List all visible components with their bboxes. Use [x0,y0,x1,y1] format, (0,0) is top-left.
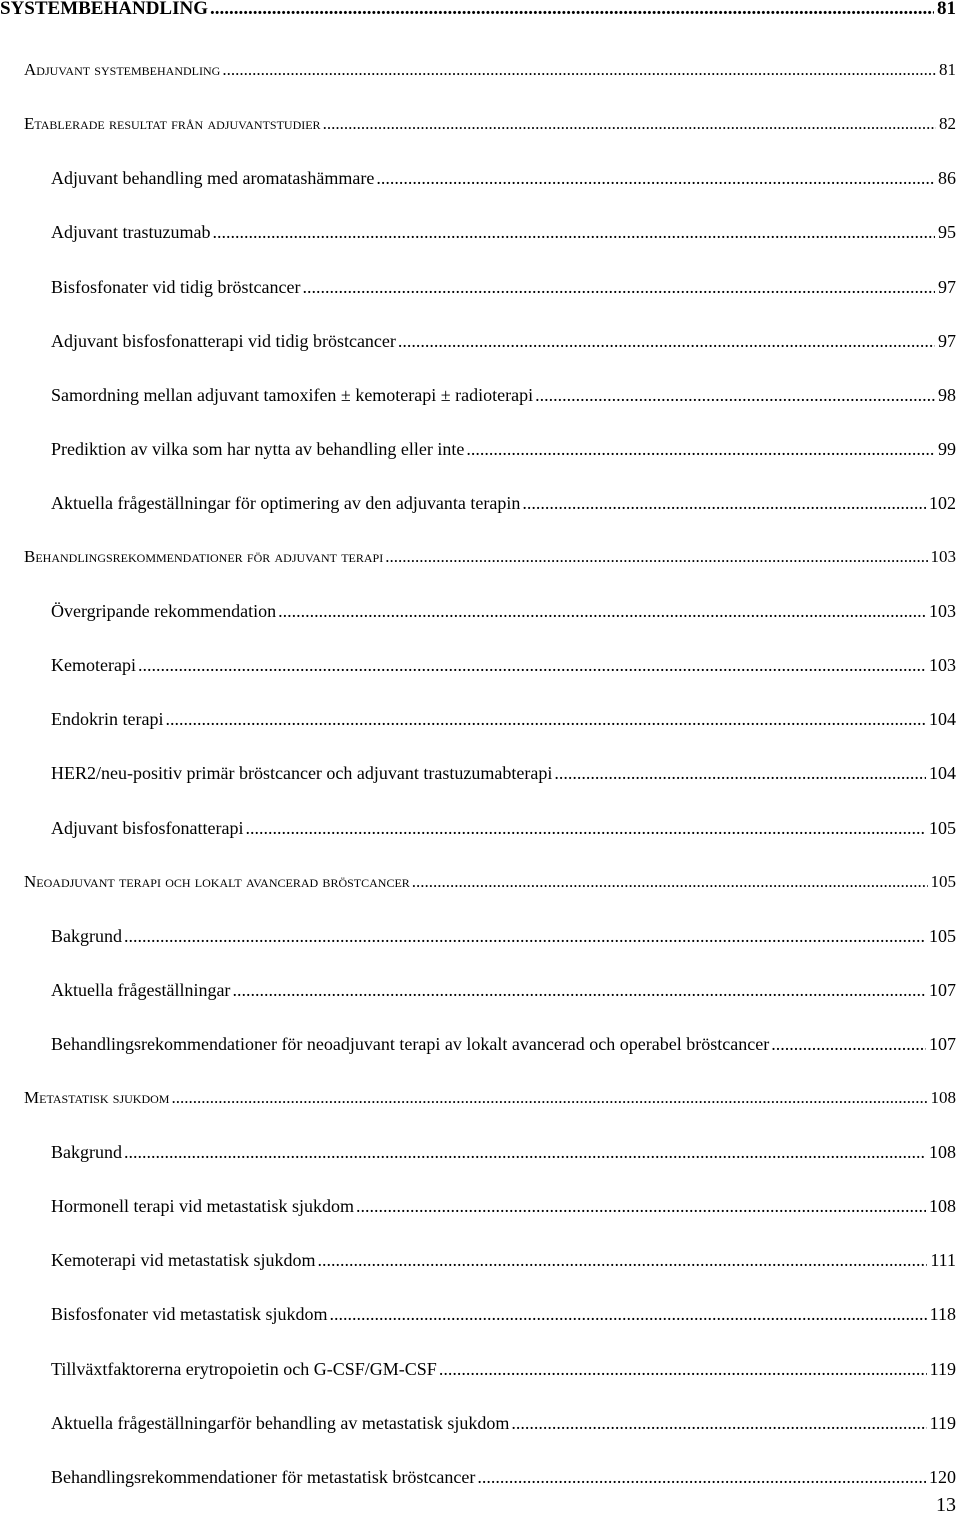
toc-dot-leader [376,168,935,189]
toc-entry-title: Adjuvant behandling med aromatashämmare [51,168,375,189]
toc-dot-leader [210,0,934,20]
toc-dot-leader [466,439,935,460]
toc-dot-leader [329,1304,926,1325]
toc-entry[interactable] [51,385,956,406]
toc-entry[interactable] [51,601,956,622]
toc-entry[interactable] [51,709,956,730]
toc-entry[interactable] [24,60,956,80]
toc-entry[interactable] [24,872,956,892]
toc-entry-title: Behandlingsrekommendationer för metastatisk bröstcancer [51,1466,476,1487]
toc-entry-title: Bakgrund [51,1142,122,1163]
toc-entry-title: Adjuvant bisfosfonatterapi [51,817,244,838]
toc-entry[interactable] [0,0,956,20]
toc-entry[interactable] [51,926,956,947]
toc-entry[interactable] [51,818,956,839]
toc-entry[interactable] [51,439,956,460]
toc-entry-page: 95 [938,222,956,243]
toc-entry[interactable] [51,222,956,243]
toc-entry[interactable] [51,1304,956,1325]
toc-entry-page: 98 [938,384,956,405]
toc-entry-title: Bisfosfonater vid metastatisk sjukdom [51,1304,328,1325]
toc-entry-page: 104 [929,709,956,730]
page-number: 13 [936,1494,956,1516]
toc-dot-leader [356,1196,926,1217]
toc-entry-page: 119 [929,1412,956,1433]
toc-dot-leader [439,1359,927,1380]
toc-entry-title: Tillväxtfaktorerna erytropoietin och G-CSF/GM-CSF [51,1358,437,1379]
toc-entry-title: Aktuella frågeställningarför behandling av metastatisk sjukdom [51,1412,510,1433]
toc-entry-title: Aktuella frågeställningar för optimering av den adjuvanta terapin [51,492,521,513]
toc-entry-title: Adjuvant trastuzumab [51,222,211,243]
toc-entry-page: 111 [930,1250,956,1271]
toc-entry-title: Hormonell terapi vid metastatisk sjukdom [51,1196,354,1217]
toc-entry[interactable] [51,277,956,298]
toc-dot-leader [245,818,926,839]
toc-entry-page: 120 [929,1466,956,1487]
toc-entry[interactable] [51,331,956,352]
toc-entry-title: Bisfosfonater vid tidig bröstcancer [51,276,301,297]
toc-entry-title: Behandlingsrekommendationer för neoadjuvant terapi av lokalt avancerad och operabel bröstcancer [51,1033,770,1054]
toc-entry[interactable] [24,547,956,567]
toc-entry-page: 118 [929,1304,956,1325]
toc-dot-leader [124,1142,926,1163]
toc-entry-page: 81 [937,0,956,19]
toc-entry-title: Kemoterapi [51,655,136,676]
toc-entry[interactable] [51,493,956,514]
toc-entry-page: 108 [929,1142,956,1163]
toc-entry-title: Aktuella frågeställningar [51,979,231,1000]
toc-dot-leader [138,655,926,676]
toc-entry-page: 104 [929,763,956,784]
toc-entry[interactable] [51,1142,956,1163]
toc-entry-page: 103 [929,655,956,676]
toc-entry[interactable] [24,114,956,134]
toc-entry-page: 82 [939,114,956,134]
toc-dot-leader [278,601,926,622]
toc-entry-page: 105 [929,817,956,838]
toc-entry-title: Samordning mellan adjuvant tamoxifen ± kemoterapi ± radioterapi [51,384,534,405]
toc-entry-page: 105 [930,871,956,891]
toc-dot-leader [511,1413,926,1434]
toc-entry[interactable] [51,168,956,189]
toc-entry-title: SYSTEMBEHANDLING [0,0,208,19]
toc-entry-page: 81 [939,60,956,80]
toc-entry-title: Övergripande rekommendation [51,601,277,622]
toc-entry-page: 107 [929,1033,956,1054]
toc-entry-title: Adjuvant systembehandling [24,60,221,80]
toc-entry-title: Bakgrund [51,925,122,946]
toc-entry-title: Etablerade resultat från adjuvantstudier [24,114,321,134]
toc-entry-title: Neoadjuvant terapi och lokalt avancerad bröstcancer [24,871,410,891]
toc-dot-leader [317,1250,927,1271]
toc-entry-page: 99 [938,438,956,459]
toc-dot-leader [385,547,927,567]
toc-entry-page: 103 [930,547,956,566]
toc-entry-page: 97 [938,330,956,351]
toc-dot-leader [323,114,936,134]
toc-entry[interactable] [51,1034,956,1055]
toc-dot-leader [522,493,926,514]
toc-entry-title: Endokrin terapi [51,709,164,730]
toc-entry[interactable] [51,980,956,1001]
toc-entry-title: Metastatisk sjukdom [24,1088,170,1107]
toc-entry-page: 97 [938,276,956,297]
toc-dot-leader [535,385,935,406]
toc-dot-leader [171,1088,927,1108]
toc-entry-page: 108 [929,1196,956,1217]
toc-entry-page: 105 [929,925,956,946]
toc-dot-leader [165,709,926,730]
toc-dot-leader [232,980,926,1001]
toc-entry[interactable] [51,1250,956,1271]
toc-entry-title: Kemoterapi vid metastatisk sjukdom [51,1250,316,1271]
toc-dot-leader [477,1467,926,1488]
toc-dot-leader [302,277,935,298]
toc-dot-leader [124,926,926,947]
toc-entry-page: 103 [929,601,956,622]
toc-dot-leader [212,222,935,243]
toc-entry-page: 102 [929,492,956,513]
toc-entry[interactable] [51,1359,956,1380]
toc-entry-page: 119 [929,1358,956,1379]
toc-entry[interactable] [51,1196,956,1217]
toc-dot-leader [222,60,936,80]
toc-entry-page: 108 [930,1088,956,1107]
toc-entry-page: 107 [929,979,956,1000]
toc-entry-title: Prediktion av vilka som har nytta av behandling eller inte [51,438,465,459]
toc-entry-title: Behandlingsrekommendationer för adjuvant terapi [24,547,384,566]
toc-entry[interactable] [51,1467,956,1488]
toc-dot-leader [412,872,928,892]
toc-entry[interactable] [51,655,956,676]
toc-entry-page: 86 [938,168,956,189]
toc-dot-leader [398,331,935,352]
toc-entry-title: Adjuvant bisfosfonatterapi vid tidig bröstcancer [51,330,396,351]
toc-dot-leader [771,1034,926,1055]
toc-entry-title: HER2/neu-positiv primär bröstcancer och adjuvant trastuzumabterapi [51,763,553,784]
toc-entry[interactable] [24,1088,956,1108]
toc-entry[interactable] [51,763,956,784]
toc-entry[interactable] [51,1413,956,1434]
toc-dot-leader [554,763,926,784]
